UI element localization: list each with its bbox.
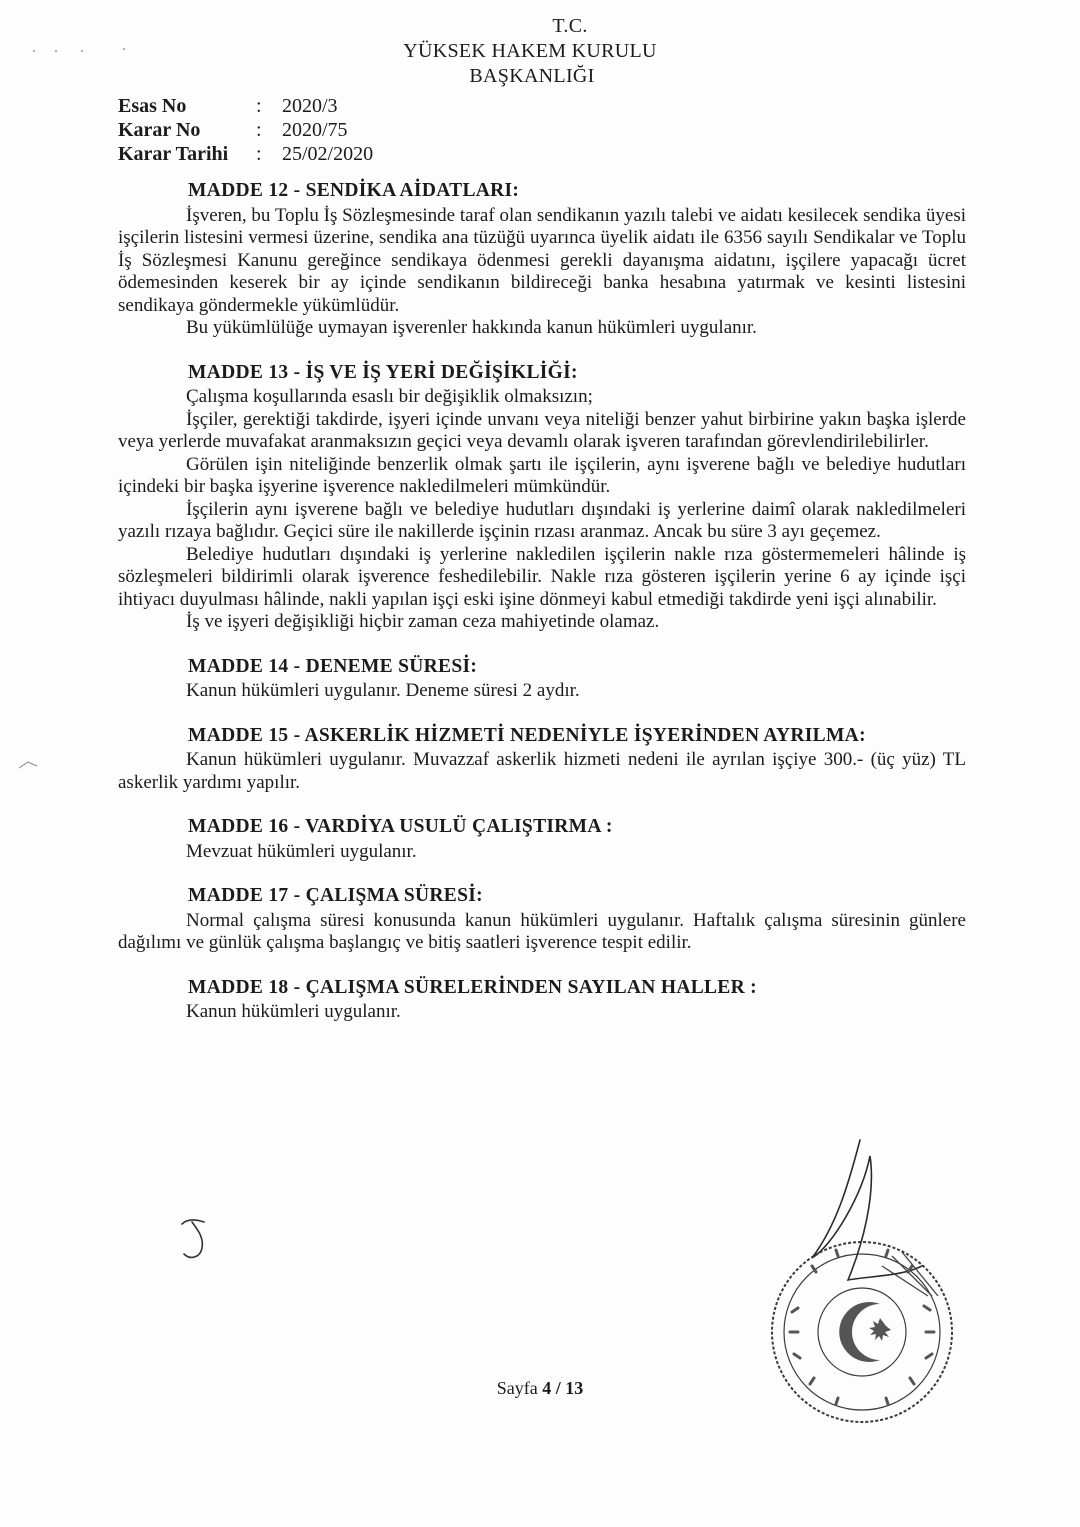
article-title: MADDE 18 - ÇALIŞMA SÜRELERİNDEN SAYILAN HALLER : <box>188 976 757 998</box>
header-line-institution: YÜKSEK HAKEM KURULU <box>403 40 657 62</box>
article-paragraph: Kanun hükümleri uygulanır. <box>186 1001 401 1022</box>
article-paragraph: Kanun hükümleri uygulanır. Deneme süresi 2 aydır. <box>186 680 580 701</box>
meta-sep: : <box>256 119 262 141</box>
meta-value: 2020/3 <box>282 95 338 117</box>
scan-mark <box>18 760 38 770</box>
article-paragraph: Çalışma koşullarında esaslı bir değişiklik olmaksızın; <box>186 386 593 407</box>
article-title: MADDE 13 - İŞ VE İŞ YERİ DEĞİŞİKLİĞİ: <box>188 361 578 383</box>
article-17 <box>118 885 966 955</box>
article-paragraph: Mevzuat hükümleri uygulanır. <box>186 840 417 862</box>
article-15 <box>118 725 966 795</box>
article-paragraph: Belediye hudutları dışındaki iş yerlerine nakledilen işçilerin nakle rıza göstermemeleri hâlinde iş sözleşmeleri bildirimli olarak işverence feshedilebilir. Nakle rıza gösteren işçilerin yerine 6 ay içinde işçi ihtiyacı duyulması hâlinde, nakli yapılan işçi eski işine dönmeyi kabul etmediği takdirde yeni işçi alınabilir. <box>118 543 966 610</box>
institution-header <box>0 14 1080 89</box>
total-pages: 13 <box>565 1378 584 1398</box>
article-title: MADDE 12 - SENDİKA AİDATLARI: <box>188 180 520 201</box>
article-title: MADDE 14 - DENEME SÜRESİ: <box>188 655 478 677</box>
meta-value: 2020/75 <box>282 119 348 141</box>
document-body <box>118 180 966 1046</box>
meta-row-karar <box>118 118 373 142</box>
meta-key: Karar Tarihi <box>118 143 229 165</box>
article-title: MADDE 16 - VARDİYA USULÜ ÇALIŞTIRMA : <box>188 816 613 837</box>
page-label: Sayfa <box>496 1378 538 1398</box>
article-paragraph: İşçiler, gerektiği takdirde, işyeri içinde unvanı veya niteliği benzer yahut birbirine yakın başka işlerde veya yerlerde muvafakat aranmaksızın geçici veya devamlı olarak işveren tarafından görevlendirilebilirler. <box>118 408 966 452</box>
meta-value: 25/02/2020 <box>282 143 374 165</box>
meta-key: Karar No <box>118 119 201 141</box>
case-metadata <box>118 94 373 166</box>
current-page: 4 <box>542 1378 552 1398</box>
article-paragraph: İş ve işyeri değişikliği hiçbir zaman ceza mahiyetinde olamaz. <box>186 611 660 632</box>
header-line-tc: T.C. <box>552 15 588 37</box>
article-13 <box>118 362 966 634</box>
article-paragraph: Kanun hükümleri uygulanır. Muvazzaf askerlik hizmeti nedeni ile ayrılan işçiye 300.- (üç yüz) TL askerlik yardımı yapılır. <box>118 749 966 793</box>
meta-row-esas <box>118 94 373 118</box>
article-paragraph: Görülen işin niteliğinde benzerlik olmak şartı ile işçilerin, aynı işverene bağlı ve belediye hudutları içindeki bir başka işyerine işverence nakledilmeleri mümkündür. <box>118 453 966 497</box>
article-paragraph: Normal çalışma süresi konusunda kanun hükümleri uygulanır. Haftalık çalışma süresinin günlere dağılımı ve günlük çalışma başlangıç ve bitiş saatleri işverence tespit edilir. <box>118 909 966 953</box>
article-paragraph: İşveren, bu Toplu İş Sözleşmesinde taraf olan sendikanın yazılı talebi ve aidatı kesilecek sendika üyesi işçilerin listesini vermesi üzerine, sendika ana tüzüğü uyarınca üyelik aidatı ile 6356 sayılı Sendikalar ve Toplu İş Sözleşmesi Kanunu gereğince sendikaya ödenmesi gerekli dayanışma aidatını, işçilere yapacağı ücret ödemesinden keserek bir ay içinde sendikanın bildireceği banka hesabına yatırmak ve kesinti listesini sendikaya göndermekle yükümlüdür. <box>118 204 966 316</box>
page-separator: / <box>555 1378 561 1398</box>
article-paragraph: İşçilerin aynı işverene bağlı ve belediye hudutları dışındaki iş yerlerine daimî olarak nakledilmeleri yazılı rızaya bağlıdır. Geçici süre ile nakillerde işçinin rızası aranmaz. Ancak bu süre 3 ayı geçemez. <box>118 498 966 542</box>
meta-row-tarih <box>118 142 373 166</box>
meta-sep: : <box>256 95 262 117</box>
scan-dots <box>30 46 140 56</box>
article-12 <box>118 180 966 340</box>
article-16 <box>118 816 966 863</box>
meta-sep: : <box>256 143 262 165</box>
article-18 <box>118 977 966 1024</box>
meta-key: Esas No <box>118 95 187 117</box>
article-title: MADDE 17 - ÇALIŞMA SÜRESİ: <box>188 885 483 906</box>
header-line-office: BAŞKANLIĞI <box>469 65 595 87</box>
article-14 <box>118 656 966 703</box>
page-number <box>0 1378 1080 1399</box>
article-title: MADDE 15 - ASKERLİK HİZMETİ NEDENİYLE İŞYERİNDEN AYRILMA: <box>188 724 866 746</box>
article-paragraph: Bu yükümlülüğe uymayan işverenler hakkında kanun hükümleri uygulanır. <box>186 317 757 338</box>
handwritten-initial-mark <box>178 1216 214 1264</box>
